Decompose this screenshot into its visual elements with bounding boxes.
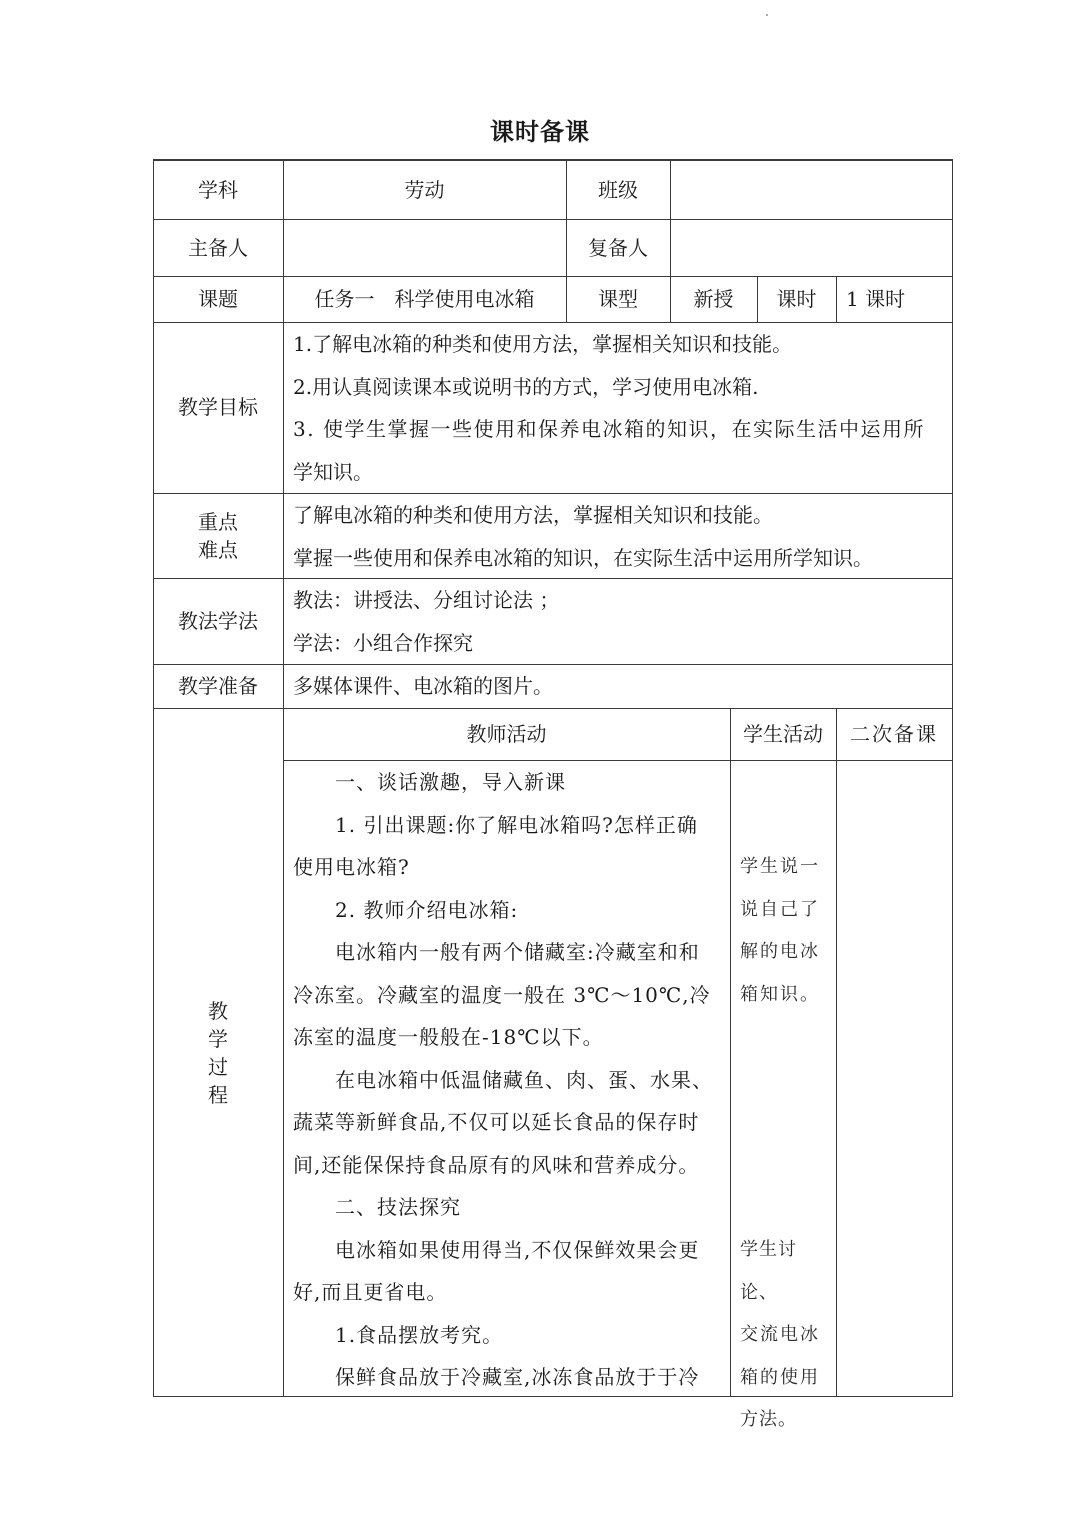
objective-item: 2.用认真阅读课本或说明书的方式，学习使用电冰箱.: [293, 374, 759, 399]
teacher-line: 蔬菜等新鲜食品,不仅可以延长食品的保存时: [293, 1110, 700, 1134]
key-point-item: 了解电冰箱的种类和使用方法，掌握相关知识和技能。: [293, 503, 773, 527]
key-points-label-line1: 重点: [198, 510, 238, 534]
preparation-value: 多媒体课件、电冰箱的图片。: [293, 674, 553, 698]
class-label: 班级: [598, 178, 638, 202]
method-item: 教法：讲授法、分组讨论法 ；: [293, 588, 560, 612]
objectives-content: [283, 323, 952, 493]
lead-preparer-label: 主备人: [188, 236, 248, 260]
process-label-char: 过: [208, 1055, 228, 1079]
process-label-char: 教: [208, 999, 228, 1023]
objective-item: 3. 使学生掌握一些使用和保养电冰箱的知识，在实际生活中运用所: [293, 417, 925, 441]
process-label: [153, 997, 283, 1109]
teacher-line: 使用电冰箱?: [293, 855, 410, 879]
process-label-char: 学: [208, 1027, 228, 1051]
student-line: 解的电冰: [740, 941, 820, 962]
teacher-line: 一、谈话激趣，导入新课: [335, 770, 566, 794]
lesson-type-label: 课型: [598, 287, 638, 311]
topic-value: 任务一 科学使用电冰箱: [314, 287, 535, 311]
teacher-line: 冷冻室。冷藏室的温度一般在 3℃～10℃,冷: [293, 982, 711, 1007]
subject-label: 学科: [198, 178, 238, 202]
teacher-line: 1. 引出课题:你了解电冰箱吗?怎样正确: [335, 812, 698, 837]
method-item: 学法：小组合作探究: [293, 630, 473, 655]
hours-value: 1 课时: [846, 287, 906, 311]
hours-label: 课时: [776, 287, 817, 311]
process-label-char: 程: [208, 1083, 228, 1107]
teacher-line: 保鲜食品放于冷藏室,冰冻食品放于于冷: [335, 1365, 700, 1389]
student-line: 学生讨论、: [740, 1239, 797, 1303]
methods-content: [283, 579, 952, 664]
objective-item: 学知识。: [293, 459, 373, 484]
key-points-content: [283, 494, 952, 579]
second-prep-header: 二次备课: [850, 722, 938, 746]
student-line: 交流电冰: [740, 1324, 820, 1345]
topic-label: 课题: [198, 287, 238, 311]
key-points-label: [153, 508, 283, 564]
student-line: 方法。: [740, 1409, 797, 1430]
teacher-line: 1.食品摆放考究。: [335, 1322, 504, 1347]
teacher-activity-header: 教师活动: [466, 722, 547, 746]
teacher-line: 电冰箱内一般有两个储藏室:冷藏室和和: [335, 940, 700, 964]
teacher-activity-content: [293, 761, 723, 1399]
student-activity-block-1: [740, 846, 830, 1016]
key-points-label-line2: 难点: [198, 538, 238, 562]
objectives-label: 教学目标: [178, 395, 258, 419]
student-activity-header: 学生活动: [743, 722, 823, 746]
student-line: 箱的使用: [740, 1366, 820, 1388]
teacher-line: 好,而且更省电。: [293, 1280, 448, 1304]
methods-label: 教法学法: [178, 609, 258, 633]
page-title: 课时备课: [490, 117, 590, 146]
preparation-label: 教学准备: [178, 674, 258, 698]
teacher-line: 间,还能保保持食品原有的风味和营养成分。: [293, 1152, 700, 1177]
teacher-line: 冻室的温度一般般在-18℃以下。: [293, 1025, 604, 1049]
subject-value: 劳动: [404, 178, 445, 202]
teacher-line: 二、技法探究: [335, 1195, 461, 1219]
teacher-line: 电冰箱如果使用得当,不仅保鲜效果会更: [335, 1237, 700, 1262]
student-line: 说自己了: [740, 898, 820, 920]
objective-item: 1.了解电冰箱的种类和使用方法，掌握相关知识和技能。: [293, 332, 793, 356]
student-line: 学生说一: [740, 856, 820, 877]
lesson-type-value: 新授: [693, 287, 734, 311]
student-activity-block-2: [740, 1229, 830, 1442]
key-point-item: 掌握一些使用和保养电冰箱的知识，在实际生活中运用所学知识。: [293, 545, 873, 570]
reviewer-label: 复备人: [588, 236, 648, 260]
student-line: 箱知识。: [740, 983, 820, 1005]
teacher-line: 2. 教师介绍电冰箱:: [335, 897, 519, 922]
teacher-line: 在电冰箱中低温储藏鱼、肉、蛋、水果、: [335, 1067, 713, 1092]
